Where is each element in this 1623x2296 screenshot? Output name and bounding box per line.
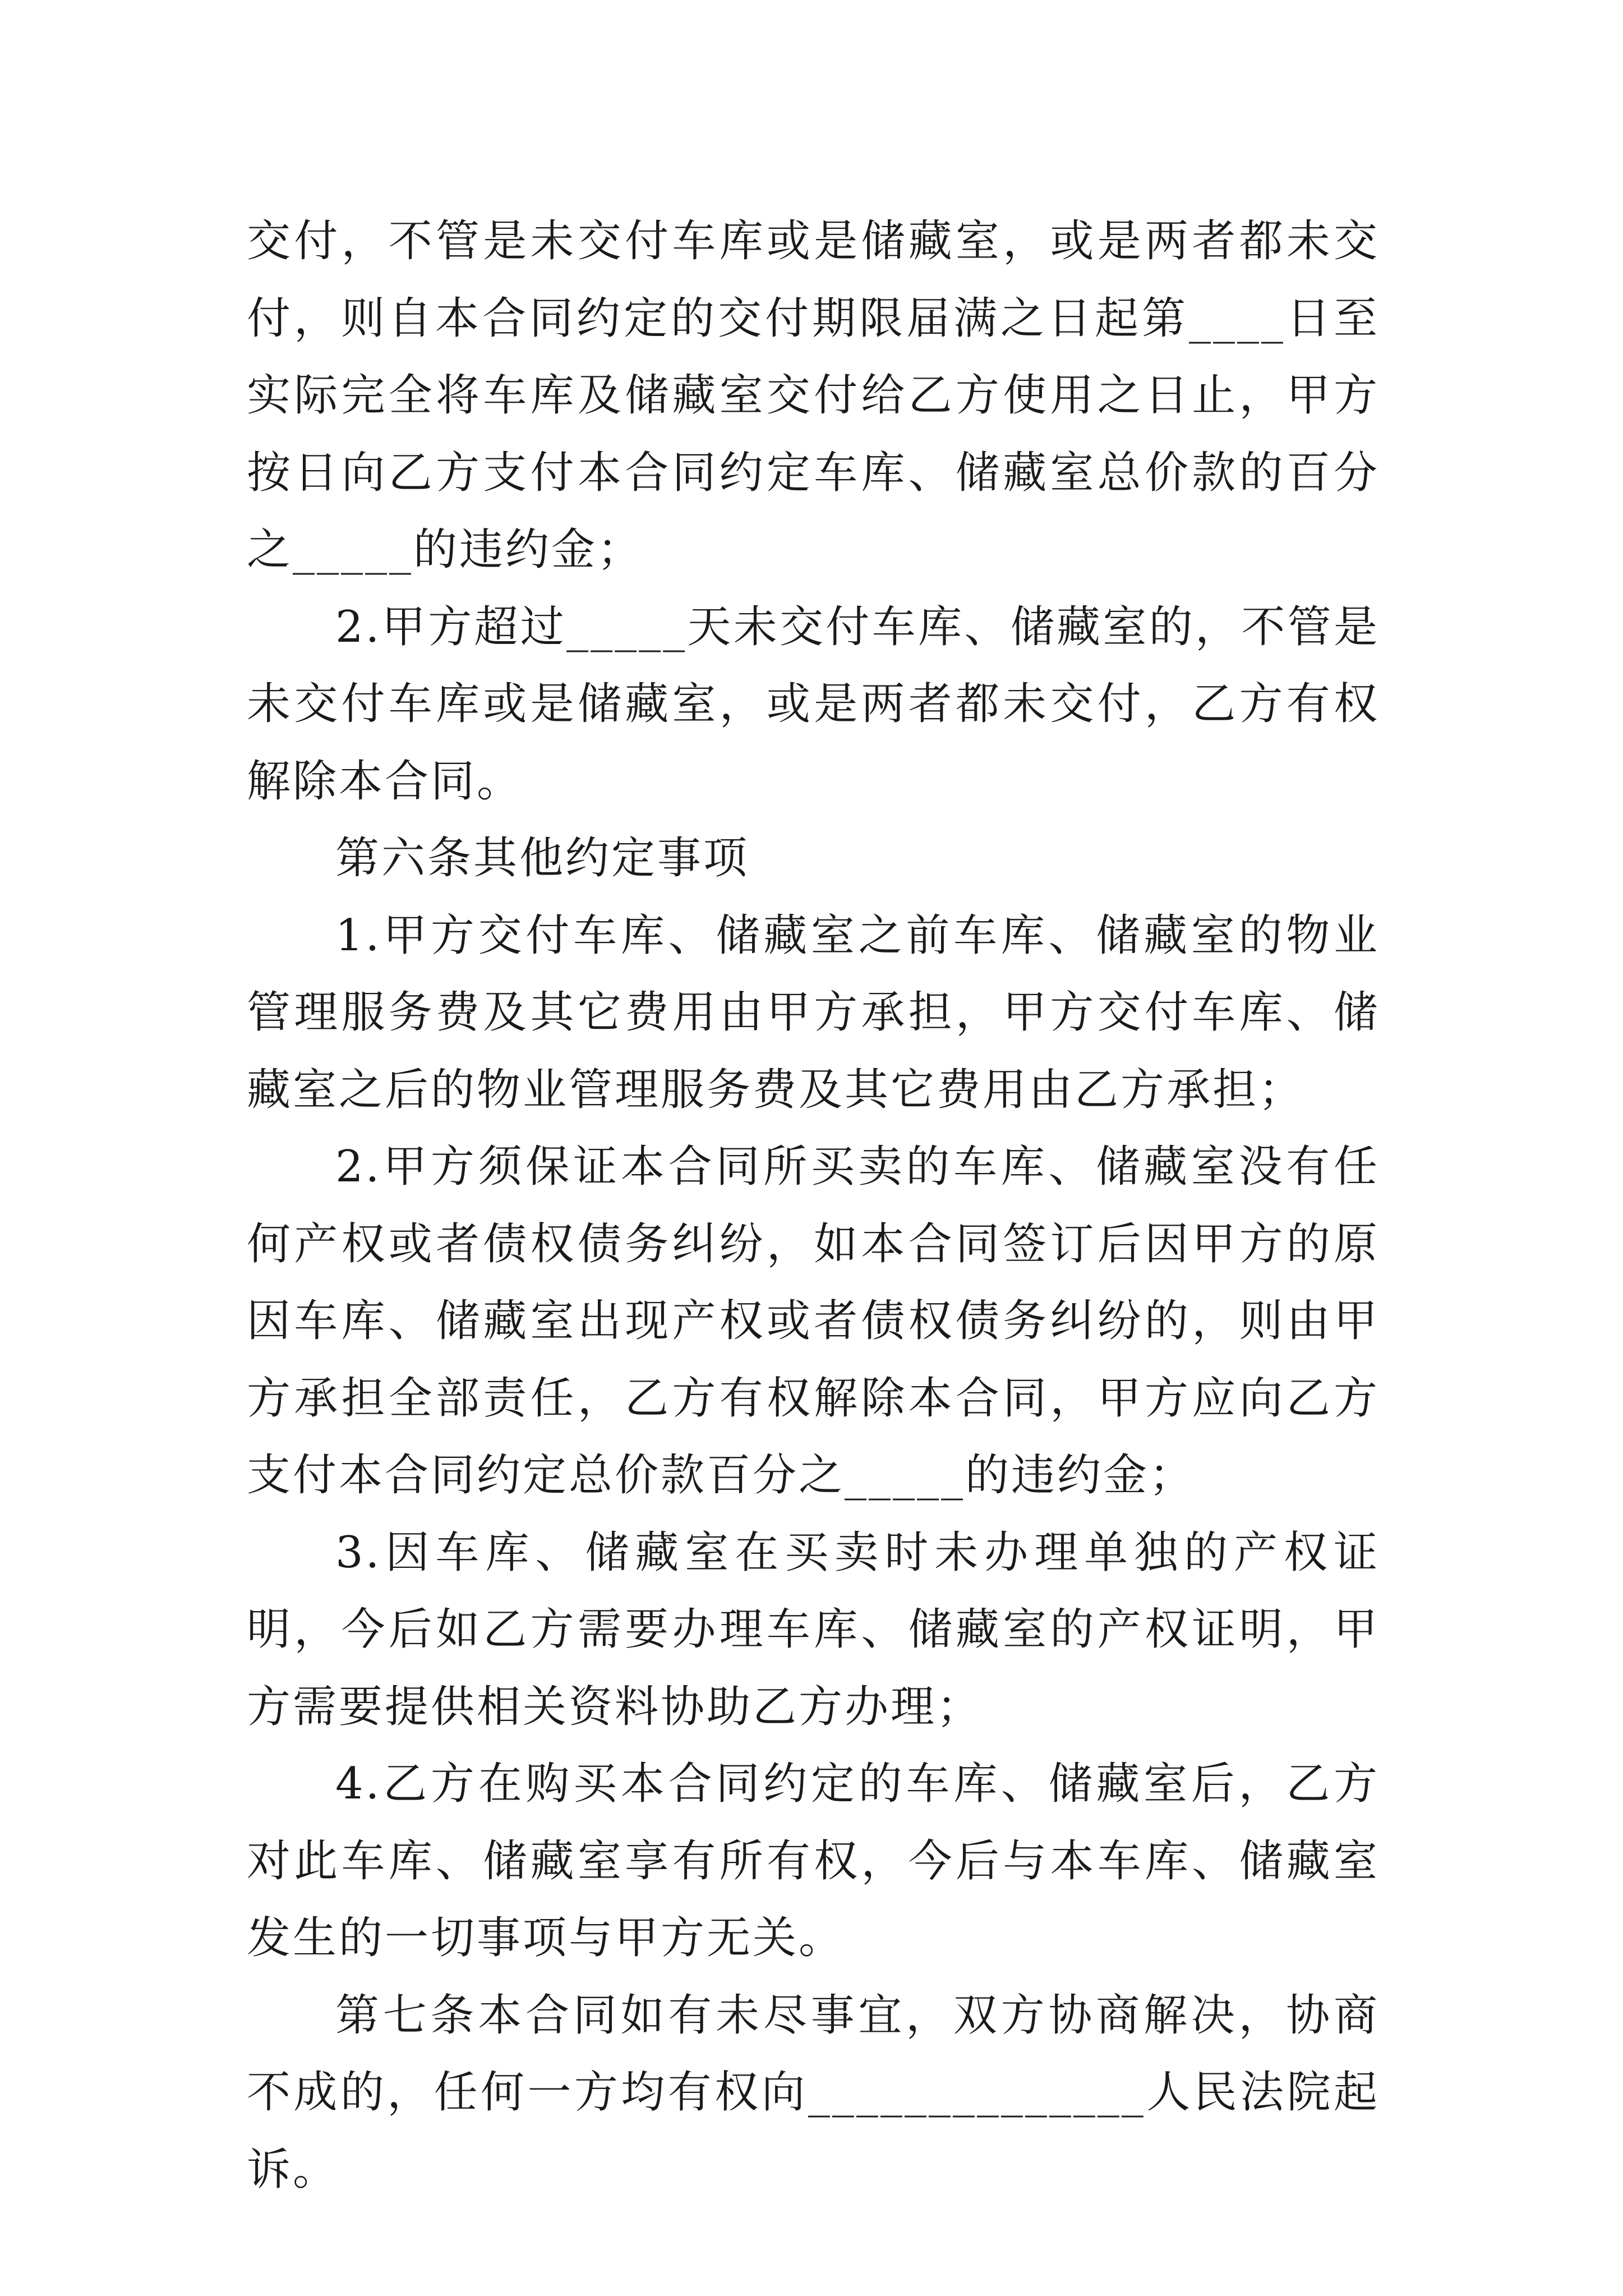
paragraph-property-certificate: 3.因车库、储藏室在买卖时未办理单独的产权证明，今后如乙方需要办理车库、储藏室的产权证明，甲方需要提供相关资料协助乙方办理； xyxy=(247,1527,1380,1732)
paragraph-property-fees: 1.甲方交付车库、储藏室之前车库、储藏室的物业管理服务费及其它费用由甲方承担，甲方交付车库、储藏室之后的物业管理服务费及其它费用由乙方承担； xyxy=(247,910,1380,1115)
paragraph-article-7-dispute: 第七条本合同如有未尽事宜，双方协商解决，协商不成的，任何一方均有权向______________人民法院起诉。 xyxy=(247,1990,1380,2195)
document-page xyxy=(247,203,1380,2208)
paragraph-ownership: 4.乙方在购买本合同约定的车库、储藏室后，乙方对此车库、储藏室享有所有权，今后与本车库、储藏室发生的一切事项与甲方无关。 xyxy=(247,1759,1380,1963)
paragraph-title-guarantee: 2.甲方须保证本合同所买卖的车库、储藏室没有任何产权或者债权债务纠纷，如本合同签订后因甲方的原因车库、储藏室出现产权或者债权债务纠纷的，则由甲方承担全部责任，乙方有权解除本合同，甲方应向乙方支付本合同约定总价款百分之_____的违约金； xyxy=(247,1142,1380,1501)
paragraph-delivery-penalty: 交付，不管是未交付车库或是储藏室，或是两者都未交付，则自本合同约定的交付期限届满之日起第____日至实际完全将车库及储藏室交付给乙方使用之日止，甲方按日向乙方支付本合同约定车库、储藏室总价款的百分之_____的违约金； xyxy=(247,216,1380,575)
section-heading-article-6: 第六条其他约定事项 xyxy=(335,833,750,884)
paragraph-termination-right: 2.甲方超过_____天未交付车库、储藏室的，不管是未交付车库或是储藏室，或是两者都未交付，乙方有权解除本合同。 xyxy=(247,601,1380,807)
